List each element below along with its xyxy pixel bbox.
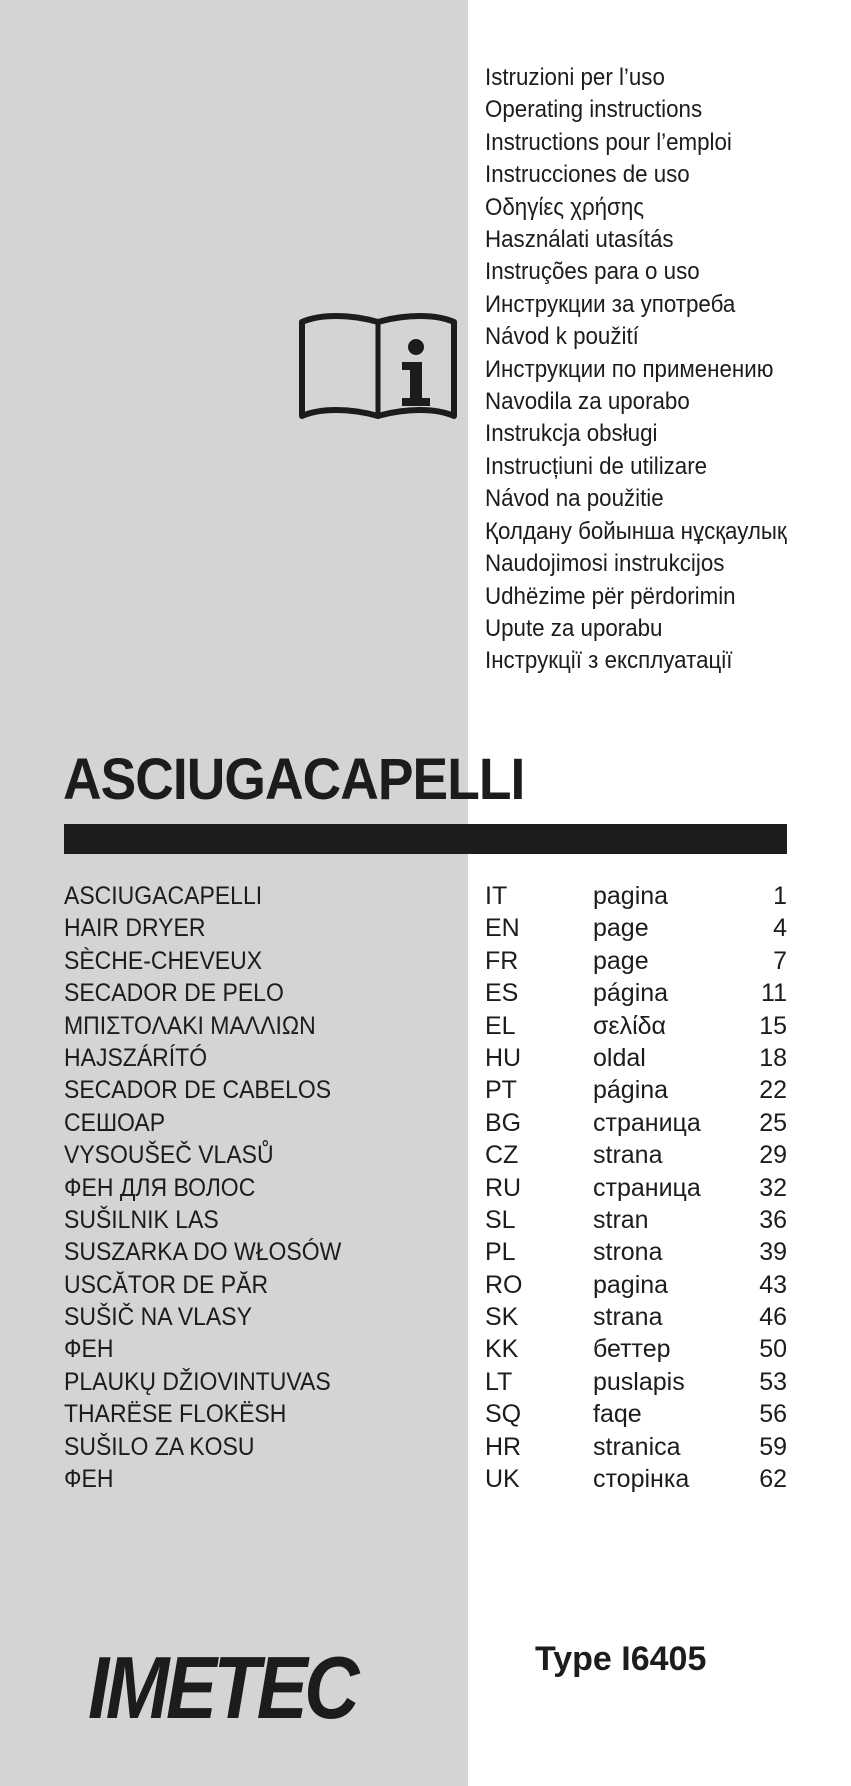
toc-row — [64, 1269, 787, 1301]
toc-row — [64, 1074, 787, 1106]
toc-page-number: 53 — [759, 1367, 787, 1396]
toc-title: HAJSZÁRÍTÓ — [64, 1043, 208, 1072]
language-title: Navodila za uporabo — [485, 388, 690, 416]
toc-language-code: IT — [485, 882, 508, 910]
toc-row — [64, 1366, 787, 1398]
toc-row — [64, 1204, 787, 1236]
toc-page-number: 18 — [759, 1043, 787, 1072]
toc-row — [64, 880, 787, 912]
language-title: Инструкции по применению — [485, 355, 774, 383]
toc-row — [64, 1463, 787, 1495]
toc-language-code: KK — [485, 1335, 519, 1364]
toc-page-word: сторінка — [593, 1465, 690, 1494]
language-title: Istruzioni per l’uso — [485, 64, 665, 91]
toc-row — [64, 1172, 787, 1204]
toc-title: ФЕН — [64, 1335, 114, 1364]
toc-row — [64, 912, 787, 944]
svg-text:IMETEC: IMETEC — [88, 1638, 361, 1734]
toc-title: SUŠILO ZA KOSU — [64, 1432, 255, 1461]
toc-page-word: strona — [593, 1238, 663, 1267]
toc-row — [64, 1398, 787, 1430]
language-title: Instructions pour l’emploi — [485, 128, 732, 156]
toc-page-word: faqe — [593, 1400, 642, 1429]
toc-page-number: 50 — [759, 1335, 787, 1364]
language-title: Instrukcja obsługi — [485, 420, 658, 448]
language-title: Upute za uporabu — [485, 614, 663, 642]
language-title: Instrucciones de uso — [485, 161, 690, 189]
toc-page-word: stranica — [593, 1432, 681, 1461]
product-title: ASCIUGACAPELLI — [63, 747, 525, 812]
toc-page-word: strana — [593, 1141, 663, 1170]
toc-title: HAIR DRYER — [64, 914, 206, 943]
toc-page-word: pagina — [593, 882, 669, 910]
language-title: Návod k použití — [485, 323, 639, 351]
toc-row — [64, 1042, 787, 1074]
toc-title: SECADOR DE CABELOS — [64, 1076, 332, 1105]
toc-language-code: RO — [485, 1270, 523, 1299]
language-title: Használati utasítás — [485, 226, 674, 254]
toc-language-code: PL — [485, 1238, 516, 1267]
toc-title: СЕШОАР — [64, 1108, 166, 1137]
toc-title: VYSOUŠEČ VLASŮ — [64, 1141, 274, 1170]
toc-language-code: SL — [485, 1205, 516, 1234]
language-title: Инструкции за употреба — [485, 290, 736, 318]
language-title: Udhëzime për përdorimin — [485, 582, 736, 610]
toc-language-code: HU — [485, 1043, 522, 1072]
toc-page-word: pagina — [593, 1270, 669, 1299]
language-instructions-list — [485, 62, 809, 678]
toc-page-number: 4 — [773, 914, 787, 943]
toc-row — [64, 1139, 787, 1171]
toc-page-word: страница — [593, 1108, 701, 1137]
toc-page-number: 11 — [761, 979, 787, 1008]
toc-row — [64, 1236, 787, 1268]
toc-row — [64, 1301, 787, 1333]
toc-row — [64, 1333, 787, 1365]
toc-title: SUŠILNIK LAS — [64, 1205, 219, 1234]
toc-language-code: SK — [485, 1303, 519, 1332]
toc-title: ΜΠΙΣΤΟΛΑΚΙ ΜΑΛΛΙΩΝ — [64, 1011, 316, 1040]
toc-title: ASCIUGACAPELLI — [64, 882, 263, 910]
language-title: Οδηγίες χρήσης — [485, 193, 645, 221]
toc-page-number: 1 — [773, 882, 787, 910]
toc-page-word: strana — [593, 1303, 663, 1332]
toc-page-number: 32 — [759, 1173, 787, 1202]
toc-title: THARËSE FLOKËSH — [64, 1400, 287, 1429]
toc-row — [64, 945, 787, 977]
toc-title: SUSZARKA DO WŁOSÓW — [64, 1238, 342, 1267]
toc-language-code: FR — [485, 946, 519, 975]
toc-language-code: LT — [485, 1367, 513, 1396]
toc-page-number: 36 — [759, 1205, 787, 1234]
language-title: Instrucțiuni de utilizare — [485, 452, 708, 480]
toc-title: ФЕН — [64, 1465, 114, 1494]
toc-page-number: 39 — [759, 1238, 787, 1267]
toc-page-number: 7 — [773, 946, 787, 975]
toc-page-number: 25 — [759, 1108, 787, 1137]
toc-title: SUŠIČ NA VLASY — [64, 1303, 252, 1332]
toc-language-code: ES — [485, 979, 519, 1008]
toc-page-number: 22 — [759, 1076, 787, 1105]
toc-page-number: 46 — [759, 1303, 787, 1332]
language-title: Қолдану бойынша нұсқаулық — [485, 517, 787, 545]
toc-language-code: CZ — [485, 1141, 519, 1170]
toc-page-word: σελίδα — [593, 1011, 666, 1040]
toc-page-word: page — [593, 946, 649, 975]
info-book-icon — [298, 312, 458, 422]
toc-title: SECADOR DE PELO — [64, 979, 284, 1008]
toc-language-code: EN — [485, 914, 520, 943]
toc-page-word: page — [593, 914, 649, 943]
title-divider-bar — [64, 824, 787, 854]
toc-language-code: HR — [485, 1432, 522, 1461]
toc-row — [64, 1431, 787, 1463]
toc-page-number: 29 — [759, 1141, 787, 1170]
language-title: Návod na použitie — [485, 485, 664, 513]
toc-page-word: stran — [593, 1205, 649, 1234]
toc-page-number: 15 — [759, 1011, 787, 1040]
toc-title: ФЕН ДЛЯ ВОЛОС — [64, 1173, 256, 1202]
language-title: Інструкції з експлуатації — [485, 647, 733, 675]
model-type-label: Type I6405 — [535, 1640, 707, 1678]
toc-language-code: SQ — [485, 1400, 522, 1429]
toc-page-word: puslapis — [593, 1367, 685, 1396]
toc-page-word: oldal — [593, 1043, 646, 1072]
toc-page-number: 62 — [759, 1465, 787, 1494]
toc-title: PLAUKŲ DŽIOVINTUVAS — [64, 1367, 331, 1396]
language-title: Naudojimosi instrukcijos — [485, 550, 725, 578]
toc-page-word: беттер — [593, 1335, 671, 1364]
toc-title: SÈCHE-CHEVEUX — [64, 946, 263, 975]
toc-page-word: página — [593, 1076, 669, 1105]
toc-page-number: 43 — [759, 1270, 787, 1299]
toc-language-code: UK — [485, 1465, 520, 1494]
imetec-logo — [78, 1638, 368, 1734]
toc-page-word: página — [593, 979, 669, 1008]
language-title: Instruções para o uso — [485, 258, 700, 286]
toc-row — [64, 1010, 787, 1042]
toc-language-code: EL — [485, 1011, 516, 1040]
toc-page-number: 59 — [759, 1432, 787, 1461]
toc-language-code: PT — [485, 1076, 517, 1105]
language-title: Operating instructions — [485, 96, 703, 124]
table-of-contents — [64, 880, 787, 1495]
toc-language-code: RU — [485, 1173, 522, 1202]
toc-language-code: BG — [485, 1108, 522, 1137]
toc-row — [64, 977, 787, 1009]
toc-page-number: 56 — [759, 1400, 787, 1429]
toc-row — [64, 1107, 787, 1139]
toc-page-word: страница — [593, 1173, 701, 1202]
toc-title: USCĂTOR DE PĂR — [64, 1270, 269, 1299]
